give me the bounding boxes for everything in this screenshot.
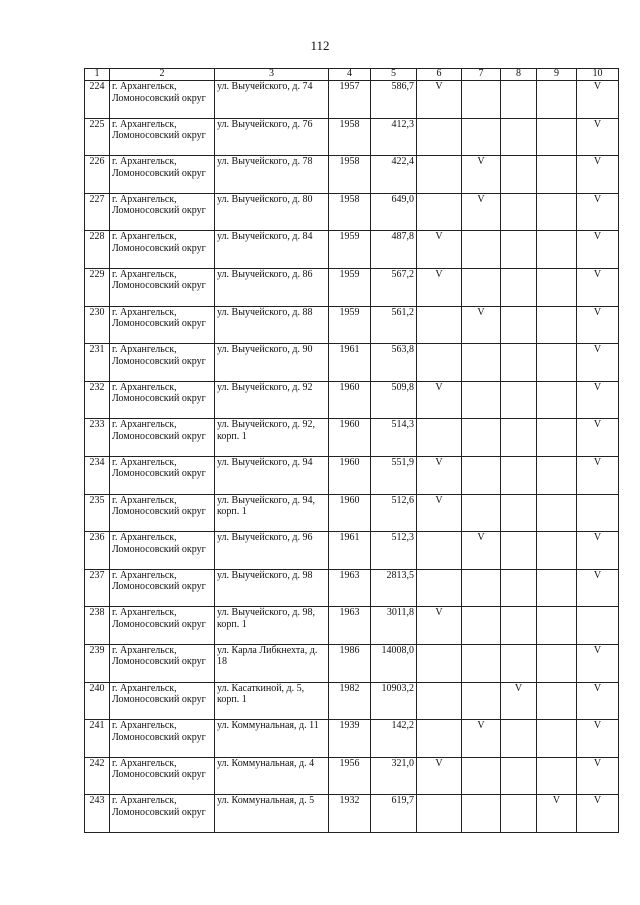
mark-col8-cell: [501, 193, 537, 231]
locality-cell: г. Архангельск, Ломоносовский округ: [110, 419, 215, 457]
mark-col10-cell: V: [577, 532, 619, 570]
row-number: 241: [85, 720, 110, 758]
mark-col7-cell: [462, 456, 501, 494]
mark-col9-cell: [537, 306, 577, 344]
mark-col6-cell: [417, 306, 462, 344]
row-number: 240: [85, 682, 110, 720]
mark-col6-cell: [417, 193, 462, 231]
mark-col10-cell: V: [577, 156, 619, 194]
locality-cell: г. Архангельск, Ломоносовский округ: [110, 344, 215, 382]
mark-col7-cell: [462, 118, 501, 156]
mark-col9-cell: [537, 494, 577, 532]
year-cell: 1963: [329, 569, 371, 607]
page-number: 112: [310, 38, 330, 53]
locality-cell: г. Архангельск, Ломоносовский округ: [110, 81, 215, 119]
table-body: [85, 81, 619, 833]
mark-col8-cell: [501, 156, 537, 194]
mark-col7-cell: [462, 682, 501, 720]
year-cell: 1960: [329, 381, 371, 419]
table-row: [85, 268, 619, 306]
year-cell: 1982: [329, 682, 371, 720]
mark-col9-cell: [537, 720, 577, 758]
mark-col7-cell: [462, 231, 501, 269]
mark-col9-cell: [537, 81, 577, 119]
mark-col6-cell: V: [417, 456, 462, 494]
year-cell: 1986: [329, 644, 371, 682]
area-cell: 619,7: [371, 795, 417, 833]
locality-cell: г. Архангельск, Ломоносовский округ: [110, 569, 215, 607]
column-header: 8: [501, 69, 537, 81]
year-cell: 1959: [329, 306, 371, 344]
table-row: [85, 344, 619, 382]
column-header: 3: [215, 69, 329, 81]
column-header: 9: [537, 69, 577, 81]
mark-col9-cell: [537, 344, 577, 382]
mark-col10-cell: V: [577, 456, 619, 494]
address-cell: ул. Выучейского, д. 94, корп. 1: [215, 494, 329, 532]
row-number: 225: [85, 118, 110, 156]
address-cell: ул. Выучейского, д. 74: [215, 81, 329, 119]
row-number: 236: [85, 532, 110, 570]
mark-col8-cell: [501, 344, 537, 382]
mark-col8-cell: [501, 118, 537, 156]
mark-col9-cell: [537, 569, 577, 607]
row-number: 239: [85, 644, 110, 682]
mark-col8-cell: [501, 569, 537, 607]
area-cell: 487,8: [371, 231, 417, 269]
table-row: [85, 419, 619, 457]
mark-col10-cell: V: [577, 231, 619, 269]
mark-col6-cell: [417, 795, 462, 833]
table-row: [85, 569, 619, 607]
row-number: 238: [85, 607, 110, 645]
mark-col6-cell: [417, 532, 462, 570]
area-cell: 509,8: [371, 381, 417, 419]
row-number: 227: [85, 193, 110, 231]
area-cell: 3011,8: [371, 607, 417, 645]
mark-col7-cell: V: [462, 193, 501, 231]
address-cell: ул. Выучейского, д. 98: [215, 569, 329, 607]
mark-col8-cell: [501, 607, 537, 645]
area-cell: 567,2: [371, 268, 417, 306]
mark-col10-cell: V: [577, 569, 619, 607]
row-number: 230: [85, 306, 110, 344]
area-cell: 563,8: [371, 344, 417, 382]
year-cell: 1960: [329, 456, 371, 494]
row-number: 224: [85, 81, 110, 119]
mark-col7-cell: [462, 644, 501, 682]
mark-col6-cell: [417, 644, 462, 682]
table-row: [85, 81, 619, 119]
year-cell: 1960: [329, 419, 371, 457]
area-cell: 561,2: [371, 306, 417, 344]
mark-col10-cell: V: [577, 381, 619, 419]
table-row: [85, 231, 619, 269]
mark-col10-cell: V: [577, 344, 619, 382]
mark-col10-cell: V: [577, 81, 619, 119]
mark-col9-cell: [537, 682, 577, 720]
locality-cell: г. Архангельск, Ломоносовский округ: [110, 118, 215, 156]
mark-col10-cell: V: [577, 193, 619, 231]
mark-col8-cell: [501, 419, 537, 457]
year-cell: 1939: [329, 720, 371, 758]
mark-col10-cell: V: [577, 757, 619, 795]
year-cell: 1959: [329, 231, 371, 269]
column-header: 2: [110, 69, 215, 81]
mark-col9-cell: [537, 644, 577, 682]
mark-col8-cell: [501, 720, 537, 758]
mark-col8-cell: [501, 456, 537, 494]
mark-col9-cell: [537, 381, 577, 419]
locality-cell: г. Архангельск, Ломоносовский округ: [110, 644, 215, 682]
address-cell: ул. Выучейского, д. 96: [215, 532, 329, 570]
area-cell: 10903,2: [371, 682, 417, 720]
mark-col10-cell: V: [577, 268, 619, 306]
mark-col8-cell: V: [501, 682, 537, 720]
mark-col6-cell: V: [417, 494, 462, 532]
table-row: [85, 156, 619, 194]
address-cell: ул. Выучейского, д. 88: [215, 306, 329, 344]
mark-col6-cell: V: [417, 381, 462, 419]
year-cell: 1961: [329, 532, 371, 570]
address-cell: ул. Касаткиной, д. 5, корп. 1: [215, 682, 329, 720]
locality-cell: г. Архангельск, Ломоносовский округ: [110, 231, 215, 269]
locality-cell: г. Архангельск, Ломоносовский округ: [110, 720, 215, 758]
address-cell: ул. Коммунальная, д. 11: [215, 720, 329, 758]
address-cell: ул. Выучейского, д. 78: [215, 156, 329, 194]
column-header: 10: [577, 69, 619, 81]
address-cell: ул. Выучейского, д. 84: [215, 231, 329, 269]
mark-col10-cell: [577, 607, 619, 645]
mark-col6-cell: V: [417, 607, 462, 645]
row-number: 234: [85, 456, 110, 494]
mark-col8-cell: [501, 268, 537, 306]
mark-col6-cell: [417, 569, 462, 607]
mark-col7-cell: [462, 607, 501, 645]
table-row: [85, 456, 619, 494]
housing-table: [84, 68, 619, 833]
mark-col7-cell: [462, 381, 501, 419]
year-cell: 1956: [329, 757, 371, 795]
column-header: 4: [329, 69, 371, 81]
mark-col6-cell: [417, 344, 462, 382]
mark-col10-cell: V: [577, 306, 619, 344]
mark-col8-cell: [501, 757, 537, 795]
locality-cell: г. Архангельск, Ломоносовский округ: [110, 682, 215, 720]
locality-cell: г. Архангельск, Ломоносовский округ: [110, 193, 215, 231]
area-cell: 412,3: [371, 118, 417, 156]
mark-col9-cell: [537, 757, 577, 795]
locality-cell: г. Архангельск, Ломоносовский округ: [110, 156, 215, 194]
mark-col9-cell: [537, 268, 577, 306]
year-cell: 1963: [329, 607, 371, 645]
year-cell: 1932: [329, 795, 371, 833]
area-cell: 512,6: [371, 494, 417, 532]
mark-col6-cell: V: [417, 757, 462, 795]
row-number: 232: [85, 381, 110, 419]
mark-col10-cell: V: [577, 118, 619, 156]
area-cell: 422,4: [371, 156, 417, 194]
column-header: 1: [85, 69, 110, 81]
mark-col10-cell: V: [577, 419, 619, 457]
mark-col10-cell: V: [577, 682, 619, 720]
year-cell: 1958: [329, 193, 371, 231]
table-row: [85, 795, 619, 833]
table-row: [85, 682, 619, 720]
mark-col8-cell: [501, 81, 537, 119]
mark-col6-cell: [417, 720, 462, 758]
mark-col6-cell: V: [417, 231, 462, 269]
row-number: 237: [85, 569, 110, 607]
mark-col8-cell: [501, 532, 537, 570]
address-cell: ул. Выучейского, д. 98, корп. 1: [215, 607, 329, 645]
mark-col7-cell: [462, 795, 501, 833]
mark-col9-cell: [537, 231, 577, 269]
mark-col7-cell: [462, 81, 501, 119]
address-cell: ул. Выучейского, д. 94: [215, 456, 329, 494]
row-number: 242: [85, 757, 110, 795]
address-cell: ул. Выучейского, д. 86: [215, 268, 329, 306]
address-cell: ул. Выучейского, д. 90: [215, 344, 329, 382]
address-cell: ул. Выучейского, д. 92: [215, 381, 329, 419]
mark-col9-cell: [537, 193, 577, 231]
mark-col7-cell: V: [462, 306, 501, 344]
locality-cell: г. Архангельск, Ломоносовский округ: [110, 795, 215, 833]
row-number: 228: [85, 231, 110, 269]
mark-col10-cell: V: [577, 720, 619, 758]
area-cell: 649,0: [371, 193, 417, 231]
row-number: 226: [85, 156, 110, 194]
year-cell: 1957: [329, 81, 371, 119]
row-number: 235: [85, 494, 110, 532]
column-header: 5: [371, 69, 417, 81]
column-header: 7: [462, 69, 501, 81]
address-cell: ул. Выучейского, д. 80: [215, 193, 329, 231]
mark-col9-cell: [537, 607, 577, 645]
mark-col10-cell: V: [577, 644, 619, 682]
mark-col8-cell: [501, 306, 537, 344]
address-cell: ул. Выучейского, д. 92, корп. 1: [215, 419, 329, 457]
mark-col9-cell: [537, 156, 577, 194]
mark-col10-cell: V: [577, 795, 619, 833]
area-cell: 586,7: [371, 81, 417, 119]
mark-col7-cell: [462, 757, 501, 795]
address-cell: ул. Коммунальная, д. 4: [215, 757, 329, 795]
mark-col7-cell: V: [462, 720, 501, 758]
mark-col8-cell: [501, 795, 537, 833]
table-row: [85, 532, 619, 570]
table-row: [85, 720, 619, 758]
mark-col8-cell: [501, 644, 537, 682]
mark-col9-cell: [537, 456, 577, 494]
column-number-row: [85, 69, 619, 81]
table-row: [85, 607, 619, 645]
mark-col9-cell: V: [537, 795, 577, 833]
mark-col9-cell: [537, 419, 577, 457]
mark-col7-cell: [462, 494, 501, 532]
table-row: [85, 193, 619, 231]
area-cell: 321,0: [371, 757, 417, 795]
row-number: 233: [85, 419, 110, 457]
mark-col9-cell: [537, 118, 577, 156]
area-cell: 514,3: [371, 419, 417, 457]
locality-cell: г. Архангельск, Ломоносовский округ: [110, 456, 215, 494]
locality-cell: г. Архангельск, Ломоносовский округ: [110, 306, 215, 344]
mark-col9-cell: [537, 532, 577, 570]
area-cell: 2813,5: [371, 569, 417, 607]
row-number: 243: [85, 795, 110, 833]
mark-col7-cell: [462, 268, 501, 306]
mark-col7-cell: [462, 344, 501, 382]
row-number: 229: [85, 268, 110, 306]
year-cell: 1959: [329, 268, 371, 306]
table-row: [85, 306, 619, 344]
mark-col10-cell: [577, 494, 619, 532]
area-cell: 14008,0: [371, 644, 417, 682]
column-header: 6: [417, 69, 462, 81]
mark-col6-cell: [417, 156, 462, 194]
table-row: [85, 757, 619, 795]
address-cell: ул. Коммунальная, д. 5: [215, 795, 329, 833]
row-number: 231: [85, 344, 110, 382]
locality-cell: г. Архангельск, Ломоносовский округ: [110, 757, 215, 795]
mark-col6-cell: [417, 118, 462, 156]
table-row: [85, 381, 619, 419]
year-cell: 1961: [329, 344, 371, 382]
mark-col6-cell: [417, 682, 462, 720]
mark-col7-cell: [462, 419, 501, 457]
year-cell: 1958: [329, 156, 371, 194]
mark-col6-cell: V: [417, 81, 462, 119]
mark-col8-cell: [501, 231, 537, 269]
table-row: [85, 118, 619, 156]
mark-col8-cell: [501, 494, 537, 532]
mark-col7-cell: V: [462, 532, 501, 570]
area-cell: 512,3: [371, 532, 417, 570]
table-row: [85, 644, 619, 682]
year-cell: 1958: [329, 118, 371, 156]
mark-col7-cell: [462, 569, 501, 607]
mark-col7-cell: V: [462, 156, 501, 194]
mark-col8-cell: [501, 381, 537, 419]
locality-cell: г. Архангельск, Ломоносовский округ: [110, 268, 215, 306]
mark-col6-cell: V: [417, 268, 462, 306]
table-row: [85, 494, 619, 532]
year-cell: 1960: [329, 494, 371, 532]
area-cell: 142,2: [371, 720, 417, 758]
locality-cell: г. Архангельск, Ломоносовский округ: [110, 532, 215, 570]
locality-cell: г. Архангельск, Ломоносовский округ: [110, 607, 215, 645]
mark-col6-cell: [417, 419, 462, 457]
address-cell: ул. Выучейского, д. 76: [215, 118, 329, 156]
locality-cell: г. Архангельск, Ломоносовский округ: [110, 494, 215, 532]
address-cell: ул. Карла Либкнехта, д. 18: [215, 644, 329, 682]
locality-cell: г. Архангельск, Ломоносовский округ: [110, 381, 215, 419]
area-cell: 551,9: [371, 456, 417, 494]
